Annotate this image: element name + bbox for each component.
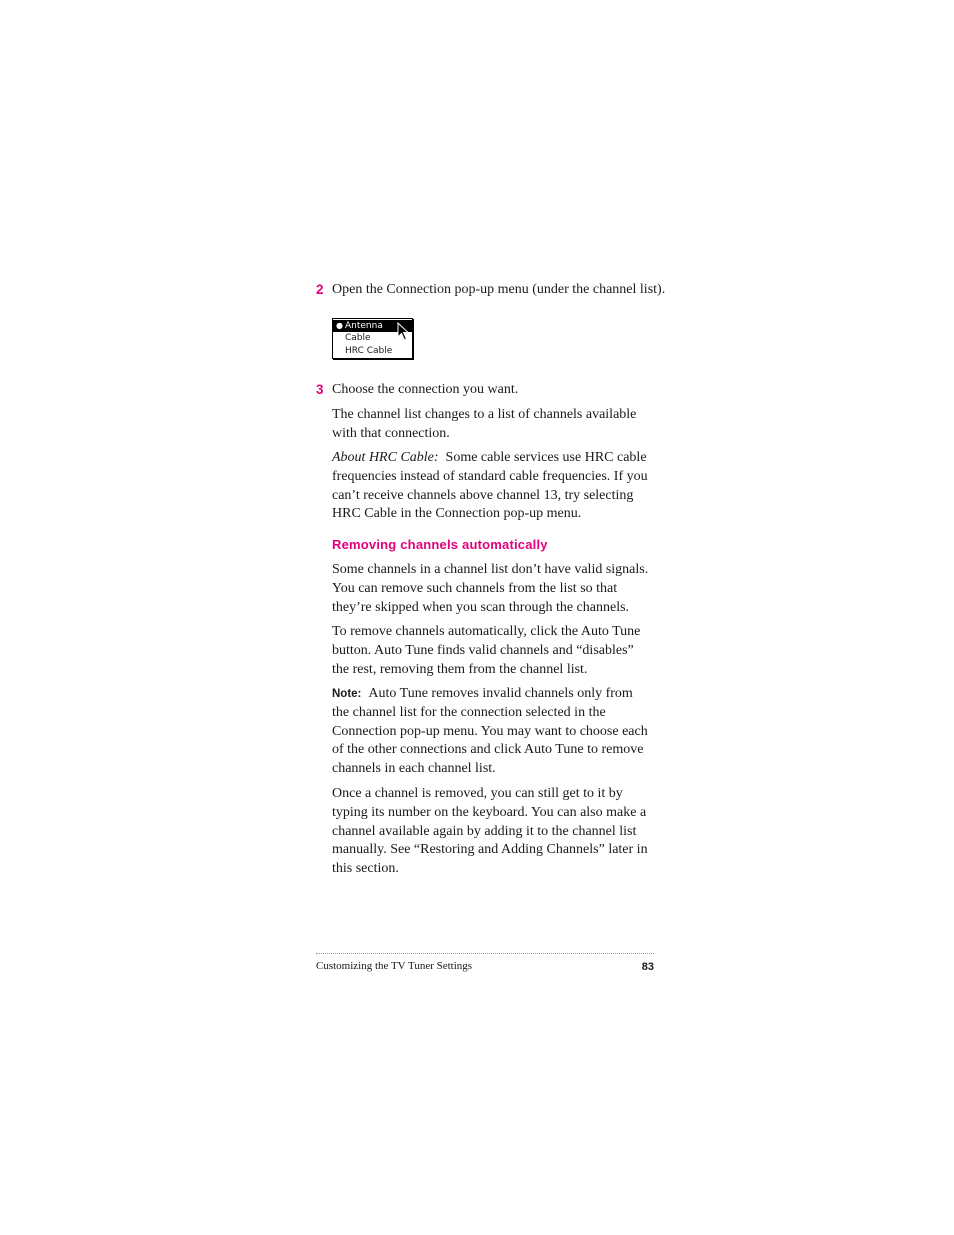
section-heading: Removing channels automatically (332, 537, 548, 552)
section-paragraph-1: Some channels in a channel list don’t have valid signals. You can remove such channels from the list so that they’re skipped when you scan through the channels. (332, 562, 649, 615)
step-3-paragraph: The channel list changes to a list of channels available with that connection. (332, 407, 637, 441)
hrc-text: Some cable services use HRC cable frequencies instead of standard cable frequencies. If you can’t receive channels above channel 13, try selecting HRC Cable in the Connection pop-up menu. (332, 450, 648, 522)
note-paragraph (332, 685, 650, 779)
note-label: Note: (332, 688, 362, 700)
step-text: Open the Connection pop-up menu (under the channel list). (332, 282, 666, 297)
section-paragraph-3: Once a channel is removed, you can still get to it by typing its number on the keyboard. You can also make a channel available again by adding it to the channel list manually. See “Restoring and Adding Channels” later in this section. (332, 786, 648, 877)
step-text: Choose the connection you want. (332, 382, 519, 397)
page-number: 83 (641, 961, 654, 973)
footer-divider (316, 953, 654, 954)
step-number: 2 (316, 282, 324, 297)
checkmark-icon: ● (336, 321, 343, 330)
menu-item-label: Cable (345, 333, 371, 343)
step-number: 3 (316, 382, 324, 397)
section-paragraph-2: To remove channels automatically, click the Auto Tune button. Auto Tune finds valid channels and “disables” the rest, removing them from the channel list. (332, 624, 641, 677)
note-text: Auto Tune removes invalid channels only from the channel list for the connection selected in the Connection pop-up menu. You may want to choose each of the other connections and click Auto Tune to remove channels in each channel list. (332, 686, 648, 777)
footer-title: Customizing the TV Tuner Settings (316, 960, 473, 972)
arrow-cursor-icon (397, 322, 411, 342)
hrc-cable-paragraph (332, 449, 650, 524)
menu-item-label: HRC Cable (345, 346, 393, 356)
hrc-label: About HRC Cable: (332, 450, 439, 465)
menu-item-label: Antenna (345, 321, 383, 331)
menu-item-hrc-cable[interactable] (333, 345, 412, 357)
